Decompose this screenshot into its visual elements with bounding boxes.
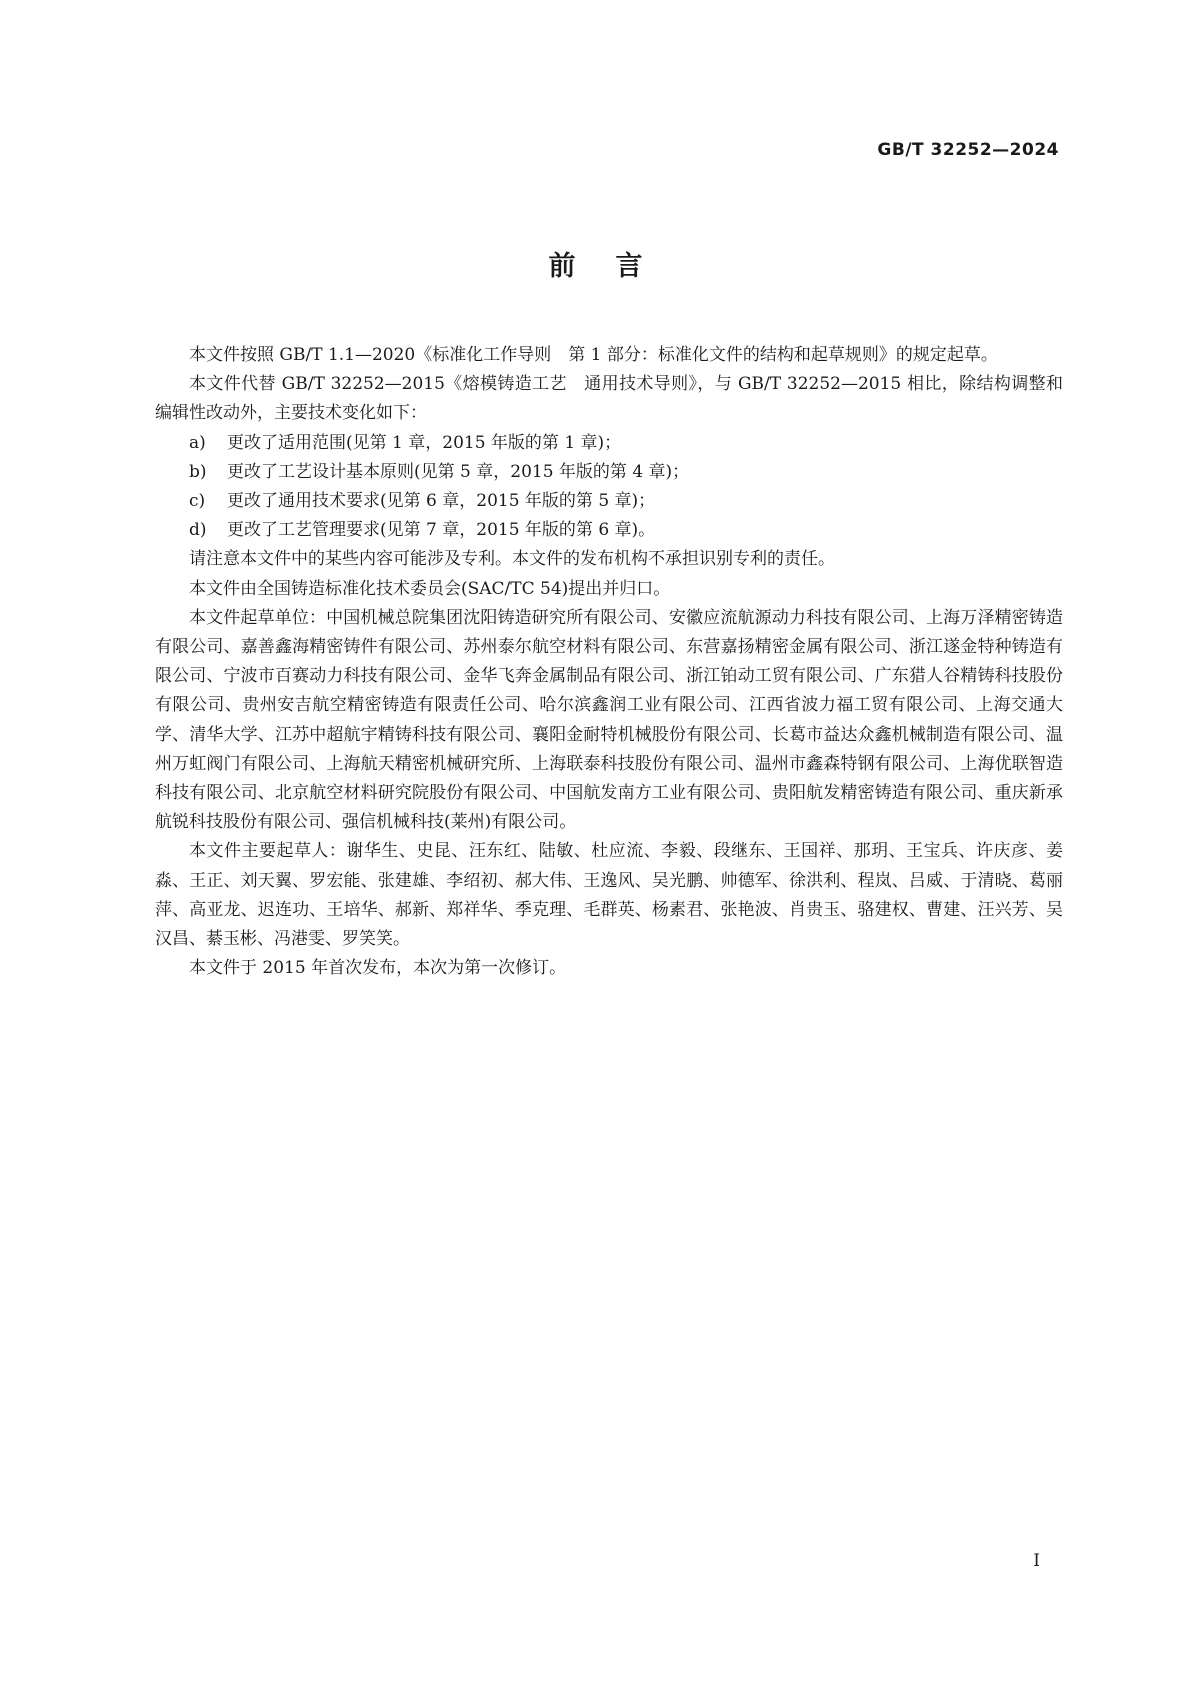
technical-changes-list (155, 429, 1063, 546)
paragraph-replacement: 本文件代替 GB/T 32252—2015《熔模铸造工艺 通用技术导则》，与 GB/T 32252—2015 相比，除结构调整和编辑性改动外，主要技术变化如下： (155, 374, 1063, 424)
paragraph-drafting-organizations: 本文件起草单位：中国机械总院集团沈阳铸造研究所有限公司、安徽应流航源动力科技有限公司、上海万泽精密铸造有限公司、嘉善鑫海精密铸件有限公司、苏州泰尔航空材料有限公司、东营嘉扬精密金属有限公司、浙江遂金特种铸造有限公司、宁波市百赛动力科技有限公司、金华飞奔金属制品有限公司、浙江铂动工贸有限公司、广东猎人谷精铸科技股份有限公司、贵州安吉航空精密铸造有限责任公司、哈尔滨鑫润工业有限公司、江西省波力福工贸有限公司、上海交通大学、清华大学、江苏中超航宇精铸科技有限公司、襄阳金耐特机械股份有限公司、长葛市益达众鑫机械制造有限公司、温州万虹阀门有限公司、上海航天精密机械研究所、上海联泰科技股份有限公司、温州市鑫森特钢有限公司、上海优联智造科技有限公司、北京航空材料研究院股份有限公司、中国航发南方工业有限公司、贵阳航发精密铸造有限公司、重庆新承航锐科技股份有限公司、强信机械科技(莱州)有限公司。 (155, 607, 1063, 833)
page-title: 前言 (548, 251, 683, 282)
paragraph-drafters: 本文件主要起草人：谢华生、史昆、汪东红、陆敏、杜应流、李毅、段继东、王国祥、那玥、王宝兵、许庆彦、姜淼、王正、刘天翼、罗宏能、张建雄、李绍初、郝大伟、王逸风、吴光鹏、帅德军、徐洪利、程岚、吕威、于清晓、葛丽萍、高亚龙、迟连功、王培华、郝新、郑祥华、季克理、毛群英、杨素君、张艳波、肖贵玉、骆建权、曹建、汪兴芳、吴汉昌、綦玉彬、冯港雯、罗笑笑。 (155, 841, 1063, 950)
list-item-text: 更改了通用技术要求(见第 6 章，2015 年版的第 5 章)； (227, 491, 656, 512)
list-item-text: 更改了适用范围(见第 1 章，2015 年版的第 1 章)； (227, 432, 622, 453)
list-marker: d) (189, 520, 207, 541)
paragraph-patent-notice: 请注意本文件中的某些内容可能涉及专利。本文件的发布机构不承担识别专利的责任。 (189, 549, 835, 570)
list-item (155, 429, 1063, 458)
standard-number: GB/T 32252—2024 (877, 140, 1059, 160)
list-marker: b) (189, 461, 207, 482)
paragraph-proposer: 本文件由全国铸造标准化技术委员会(SAC/TC 54)提出并归口。 (189, 578, 671, 599)
page-number: Ⅰ (1033, 1551, 1040, 1571)
list-marker: a) (189, 432, 206, 453)
paragraph-revision-history: 本文件于 2015 年首次发布，本次为第一次修订。 (189, 958, 567, 979)
list-item-text: 更改了工艺设计基本原则(见第 5 章，2015 年版的第 4 章)； (227, 461, 690, 482)
document-body (155, 341, 1063, 983)
list-item (155, 487, 1063, 516)
list-item (155, 516, 1063, 545)
list-item-text: 更改了工艺管理要求(见第 7 章，2015 年版的第 6 章)。 (227, 520, 656, 541)
list-item (155, 458, 1063, 487)
paragraph-drafting-rules: 本文件按照 GB/T 1.1—2020《标准化工作导则 第 1 部分：标准化文件的结构和起草规则》的规定起草。 (189, 345, 998, 365)
list-marker: c) (189, 491, 206, 512)
